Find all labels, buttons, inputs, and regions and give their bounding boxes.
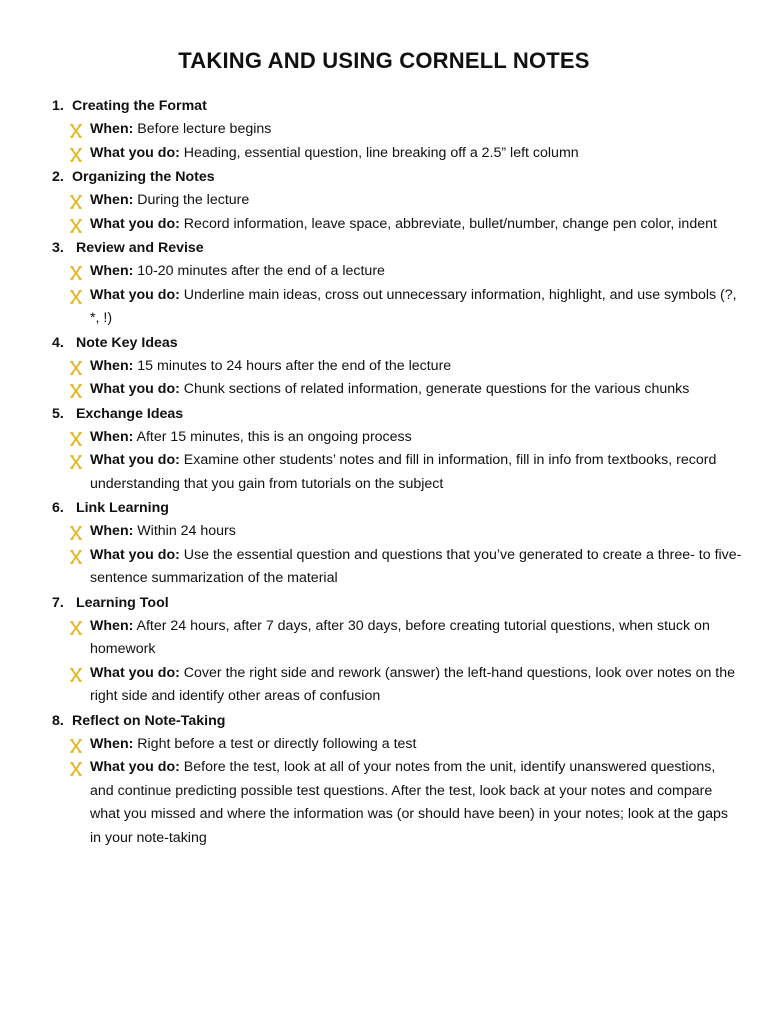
x-bullet-icon bbox=[70, 265, 82, 279]
what-you-do-label: What you do: bbox=[90, 381, 180, 397]
section-title: Review and Revise bbox=[72, 240, 204, 256]
section-number: 4. bbox=[52, 334, 64, 351]
what-you-do-bullet bbox=[52, 756, 742, 850]
section-title: Reflect on Note-Taking bbox=[72, 712, 226, 729]
section-heading bbox=[52, 402, 742, 426]
when-bullet bbox=[52, 260, 742, 284]
when-bullet bbox=[52, 189, 742, 213]
what-you-do-label: What you do: bbox=[90, 759, 180, 775]
x-bullet-icon bbox=[70, 123, 82, 137]
when-text: 10-20 minutes after the end of a lecture bbox=[133, 263, 385, 279]
section-heading bbox=[52, 165, 742, 189]
section-number: 8. bbox=[52, 712, 64, 729]
what-you-do-text: Examine other students’ notes and fill in information, fill in info from textbooks, record understanding that you gain from tutorials on the subject bbox=[90, 452, 717, 492]
what-you-do-bullet bbox=[52, 378, 742, 402]
what-you-do-text: Underline main ideas, cross out unnecessary information, highlight, and use symbols (?, *, !) bbox=[90, 286, 737, 326]
when-text: Within 24 hours bbox=[133, 523, 236, 539]
when-label: When: bbox=[90, 523, 134, 539]
what-you-do-bullet bbox=[52, 449, 742, 496]
section-heading bbox=[52, 496, 742, 520]
section-heading bbox=[52, 331, 742, 355]
when-label: When: bbox=[90, 192, 134, 208]
section-title: Note Key Ideas bbox=[72, 334, 178, 351]
x-bullet-icon bbox=[70, 525, 82, 539]
section-heading bbox=[52, 591, 742, 615]
document-title: TAKING AND USING CORNELL NOTES bbox=[178, 48, 590, 73]
section-heading bbox=[52, 236, 742, 260]
x-bullet-icon bbox=[70, 454, 82, 468]
section-3 bbox=[52, 236, 742, 331]
when-label: When: bbox=[90, 121, 134, 137]
x-bullet-icon bbox=[70, 147, 82, 161]
what-you-do-bullet bbox=[52, 213, 742, 237]
section-8 bbox=[52, 709, 742, 851]
what-you-do-bullet bbox=[52, 544, 742, 591]
section-number: 7. bbox=[52, 594, 64, 611]
when-label: When: bbox=[90, 263, 134, 279]
when-text: After 24 hours, after 7 days, after 30 days, before creating tutorial questions, when stuck on homework bbox=[90, 617, 710, 657]
section-number: 5. bbox=[52, 405, 64, 422]
what-you-do-bullet bbox=[52, 662, 742, 709]
when-text: Before lecture begins bbox=[133, 121, 272, 137]
x-bullet-icon bbox=[70, 761, 82, 775]
when-bullet bbox=[52, 118, 742, 142]
what-you-do-label: What you do: bbox=[90, 144, 180, 161]
section-heading bbox=[52, 709, 742, 733]
what-you-do-text: Heading, essential question, line breaking off a 2.5” left column bbox=[179, 144, 579, 161]
sections-list bbox=[52, 94, 742, 850]
x-bullet-icon bbox=[70, 218, 82, 232]
section-title: Organizing the Notes bbox=[72, 169, 215, 185]
when-bullet bbox=[52, 426, 742, 450]
what-you-do-label: What you do: bbox=[90, 664, 180, 681]
section-2 bbox=[52, 165, 742, 236]
x-bullet-icon bbox=[70, 738, 82, 752]
section-number: 6. bbox=[52, 500, 64, 516]
what-you-do-label: What you do: bbox=[90, 452, 180, 468]
x-bullet-icon bbox=[70, 549, 82, 563]
section-1 bbox=[52, 94, 742, 165]
section-7 bbox=[52, 591, 742, 709]
when-text: During the lecture bbox=[133, 192, 250, 208]
what-you-do-label: What you do: bbox=[90, 215, 180, 232]
x-bullet-icon bbox=[70, 194, 82, 208]
x-bullet-icon bbox=[70, 360, 82, 374]
when-text: After 15 minutes, this is an ongoing process bbox=[133, 428, 412, 445]
when-bullet bbox=[52, 615, 742, 662]
section-title: Learning Tool bbox=[72, 594, 169, 611]
what-you-do-bullet bbox=[52, 142, 742, 166]
when-text: Right before a test or directly following a test bbox=[133, 735, 417, 752]
section-6 bbox=[52, 496, 742, 591]
when-bullet bbox=[52, 520, 742, 544]
x-bullet-icon bbox=[70, 431, 82, 445]
when-label: When: bbox=[90, 735, 134, 752]
section-number: 3. bbox=[52, 240, 64, 256]
section-title: Creating the Format bbox=[72, 98, 207, 114]
x-bullet-icon bbox=[70, 383, 82, 397]
what-you-do-text: Record information, leave space, abbreviate, bullet/number, change pen color, indent bbox=[179, 215, 717, 232]
when-label: When: bbox=[90, 428, 134, 445]
when-label: When: bbox=[90, 617, 134, 634]
section-number: 1. bbox=[52, 98, 64, 114]
what-you-do-text: Chunk sections of related information, generate questions for the various chunks bbox=[179, 381, 690, 397]
section-5 bbox=[52, 402, 742, 497]
section-4 bbox=[52, 331, 742, 402]
section-title: Exchange Ideas bbox=[72, 405, 184, 422]
when-label: When: bbox=[90, 357, 134, 374]
x-bullet-icon bbox=[70, 620, 82, 634]
what-you-do-text: Before the test, look at all of your notes from the unit, identify unanswered questions, and continue predicting possible test questions. After the test, look back at your notes and compare what you missed and where the information was (or should have been) in your notes; look at the gaps in your note-taking bbox=[90, 759, 729, 846]
x-bullet-icon bbox=[70, 289, 82, 303]
when-bullet bbox=[52, 733, 742, 757]
section-title: Link Learning bbox=[72, 500, 169, 516]
when-bullet bbox=[52, 355, 742, 379]
section-heading bbox=[52, 94, 742, 118]
what-you-do-text: Cover the right side and rework (answer) the left-hand questions, look over notes on the right side and identify other areas of confusion bbox=[90, 664, 736, 704]
what-you-do-bullet bbox=[52, 284, 742, 331]
what-you-do-label: What you do: bbox=[90, 286, 180, 303]
what-you-do-label: What you do: bbox=[90, 546, 180, 563]
when-text: 15 minutes to 24 hours after the end of the lecture bbox=[133, 357, 452, 374]
x-bullet-icon bbox=[70, 667, 82, 681]
what-you-do-text: Use the essential question and questions that you’ve generated to create a three- to five-sentence summarization of the material bbox=[90, 546, 742, 586]
section-number: 2. bbox=[52, 169, 64, 185]
